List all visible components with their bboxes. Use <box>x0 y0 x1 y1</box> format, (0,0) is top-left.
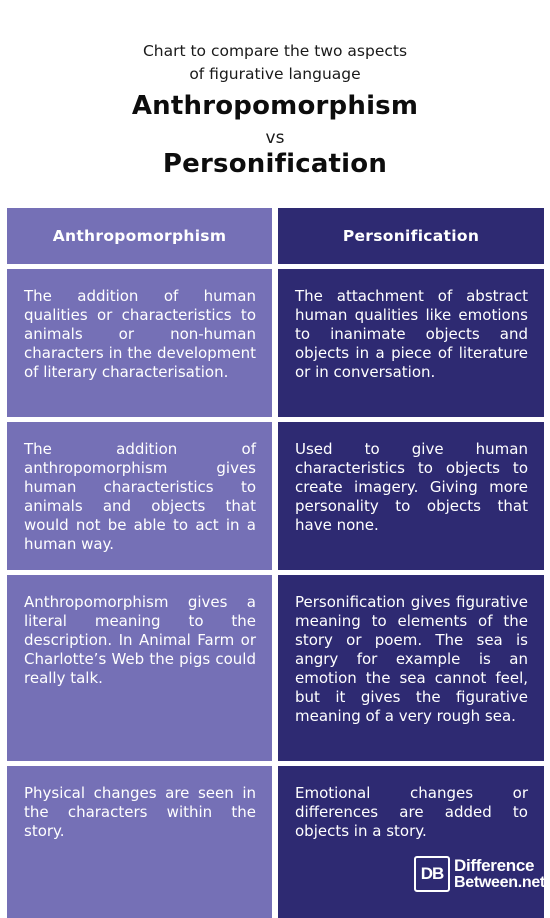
logo-text <box>454 857 545 891</box>
table-cell-anthropomorphism-4: Physical changes are seen in the characters within the story. <box>7 766 272 918</box>
table-cell-anthropomorphism-1: The addition of human qualities or characteristics to animals or non-human characters in the development of literary characterisation. <box>7 269 272 417</box>
title-personification: Personification <box>162 149 388 179</box>
table-cell-personification-3: Personification gives figurative meaning to elements of the story or poem. The sea is angry for example is an emotion the sea cannot feel, but it gives the figurative meaning of a very rough sea. <box>278 575 544 761</box>
table-cell-anthropomorphism-2: The addition of anthropomorphism gives human characteristics to animals and objects that would not be able to act in a human way. <box>7 422 272 570</box>
title-vs: vs <box>265 128 285 148</box>
logo-text-line-1: Difference <box>454 856 535 875</box>
logo-badge-icon: DB <box>414 856 450 892</box>
subtitle-line-2: of figurative language <box>189 65 361 83</box>
table-cell-personification-2: Used to give human characteristics to objects to create imagery. Giving more personality to objects that have none. <box>278 422 544 570</box>
difference-between-logo <box>414 855 545 893</box>
table-cell-personification-4: Emotional changes or differences are added to objects in a story. <box>278 766 544 918</box>
column-header-personification: Personification <box>278 208 544 264</box>
table-cell-anthropomorphism-3: Anthropomorphism gives a literal meaning to the description. In Animal Farm or Charlotte’s Web the pigs could really talk. <box>7 575 272 761</box>
table-cell-personification-1: The attachment of abstract human qualities like emotions to inanimate objects and objects in a piece of literature or in conversation. <box>278 269 544 417</box>
subtitle-line-1: Chart to compare the two aspects <box>142 42 408 60</box>
logo-text-line-2: Between.net <box>454 874 545 891</box>
subtitle <box>0 40 550 86</box>
title-anthropomorphism: Anthropomorphism <box>131 91 419 121</box>
column-header-anthropomorphism: Anthropomorphism <box>7 208 272 264</box>
